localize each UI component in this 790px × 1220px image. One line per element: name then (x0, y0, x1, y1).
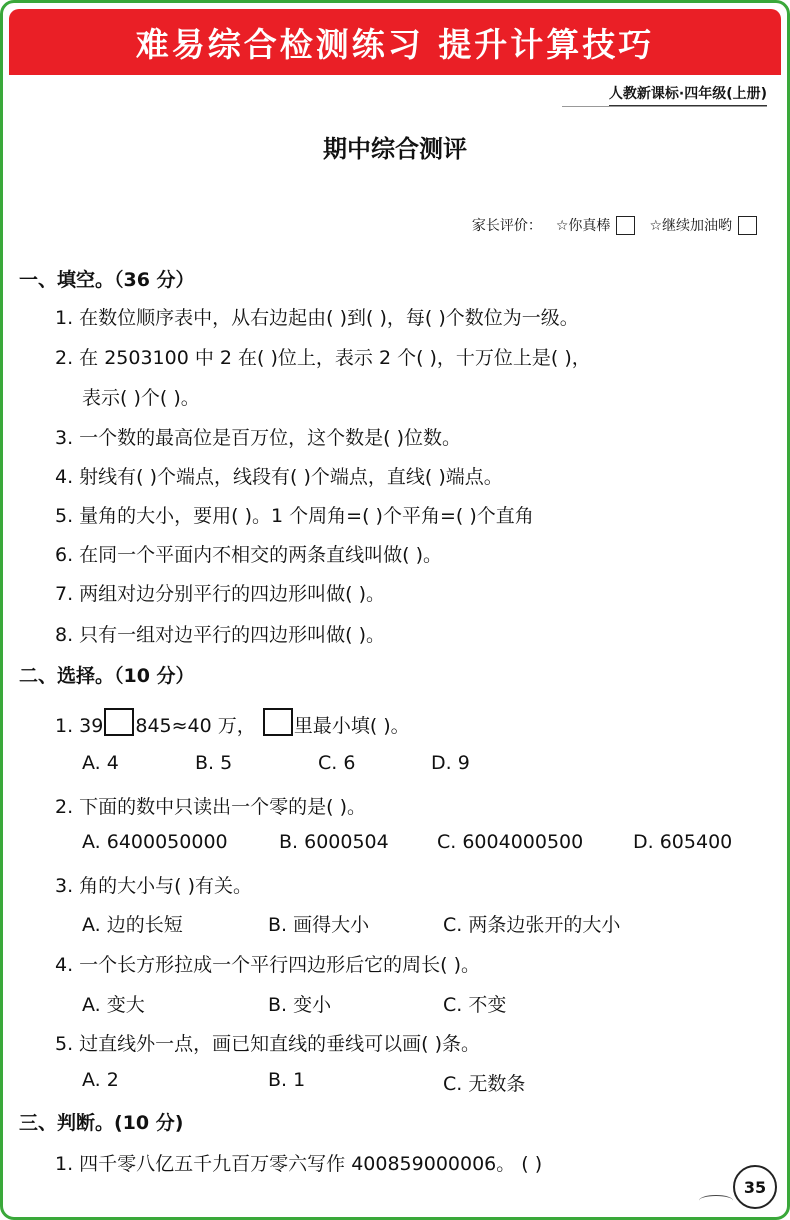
option-b: B. 画得大小 (268, 914, 370, 936)
choice-q3: 3. 角的大小与( )有关。 (55, 875, 253, 897)
page-title: 期中综合测评 (323, 135, 467, 163)
option-a: A. 2 (82, 1069, 119, 1091)
edition-underline (562, 106, 767, 107)
option-c: C. 6 (318, 752, 356, 774)
option-b: B. 6000504 (279, 831, 389, 853)
fill-q5: 5. 量角的大小，要用( )。1 个周角=( )个平角=( )个直角 (55, 505, 534, 527)
eval-option-keep-going (649, 215, 757, 235)
edition-label: 人教新课标·四年级(上册) (609, 83, 767, 106)
blank-box (263, 708, 293, 736)
fill-q1: 1. 在数位顺序表中，从右边起由( )到( )，每( )个数位为一级。 (55, 307, 579, 329)
choice-q2: 2. 下面的数中只读出一个零的是( )。 (55, 796, 367, 818)
option-d: D. 605400 (633, 831, 733, 853)
section-judge-title: 三、判断。(10 分) (19, 1112, 184, 1134)
choice-q5: 5. 过直线外一点，画已知直线的垂线可以画( )条。 (55, 1033, 481, 1055)
option-a: A. 变大 (82, 994, 145, 1016)
choice-q1 (55, 708, 410, 738)
section-fill-blank-title: 一、填空。（36 分） (19, 269, 195, 291)
parent-evaluation (472, 215, 757, 235)
option-c: C. 6004000500 (437, 831, 584, 853)
option-c: C. 不变 (443, 994, 507, 1016)
page-number-badge: 35 (733, 1165, 777, 1209)
option-b: B. 变小 (268, 994, 332, 1016)
eval-option-great (556, 215, 636, 235)
eval-keep-going-checkbox[interactable] (738, 216, 757, 235)
option-b: B. 1 (268, 1069, 306, 1091)
choice-q1-suffix: 里最小填( )。 (293, 715, 410, 737)
fill-q8: 8. 只有一组对边平行的四边形叫做( )。 (55, 624, 386, 646)
choice-q1-prefix: 1. 39 (55, 715, 104, 737)
section-choice-title: 二、选择。（10 分） (19, 665, 195, 687)
choice-q4: 4. 一个长方形拉成一个平行四边形后它的周长( )。 (55, 954, 481, 976)
parent-eval-label: 家长评价： (471, 218, 542, 234)
option-a: A. 6400050000 (82, 831, 228, 853)
option-b: B. 5 (195, 752, 233, 774)
judge-q1: 1. 四千零八亿五千九百万零六写作 400859000006。 ( ) (55, 1153, 543, 1175)
option-a: A. 边的长短 (82, 914, 183, 936)
option-c: C. 无数条 (443, 1073, 526, 1095)
eval-option-keep-going-label: ☆继续加油哟 (649, 218, 732, 234)
option-a: A. 4 (82, 752, 119, 774)
blank-box (104, 708, 134, 736)
option-d: D. 9 (431, 752, 470, 774)
fill-q2-continued: 表示( )个( )。 (82, 387, 200, 409)
fill-q2: 2. 在 2503100 中 2 在( )位上，表示 2 个( )，十万位上是( )， (55, 347, 591, 369)
fill-q3: 3. 一个数的最高位是百万位，这个数是( )位数。 (55, 427, 462, 449)
fill-q4: 4. 射线有( )个端点，线段有( )个端点，直线( )端点。 (55, 466, 503, 488)
eval-option-great-label: ☆你真棒 (555, 218, 611, 234)
option-c: C. 两条边张开的大小 (443, 914, 621, 936)
fill-q7: 7. 两组对边分别平行的四边形叫做( )。 (55, 583, 386, 605)
fill-q6: 6. 在同一个平面内不相交的两条直线叫做( )。 (55, 544, 443, 566)
header-banner: 难易综合检测练习 提升计算技巧 (9, 9, 781, 75)
eval-great-checkbox[interactable] (616, 216, 635, 235)
choice-q1-middle: 845≈40 万， (135, 715, 256, 737)
